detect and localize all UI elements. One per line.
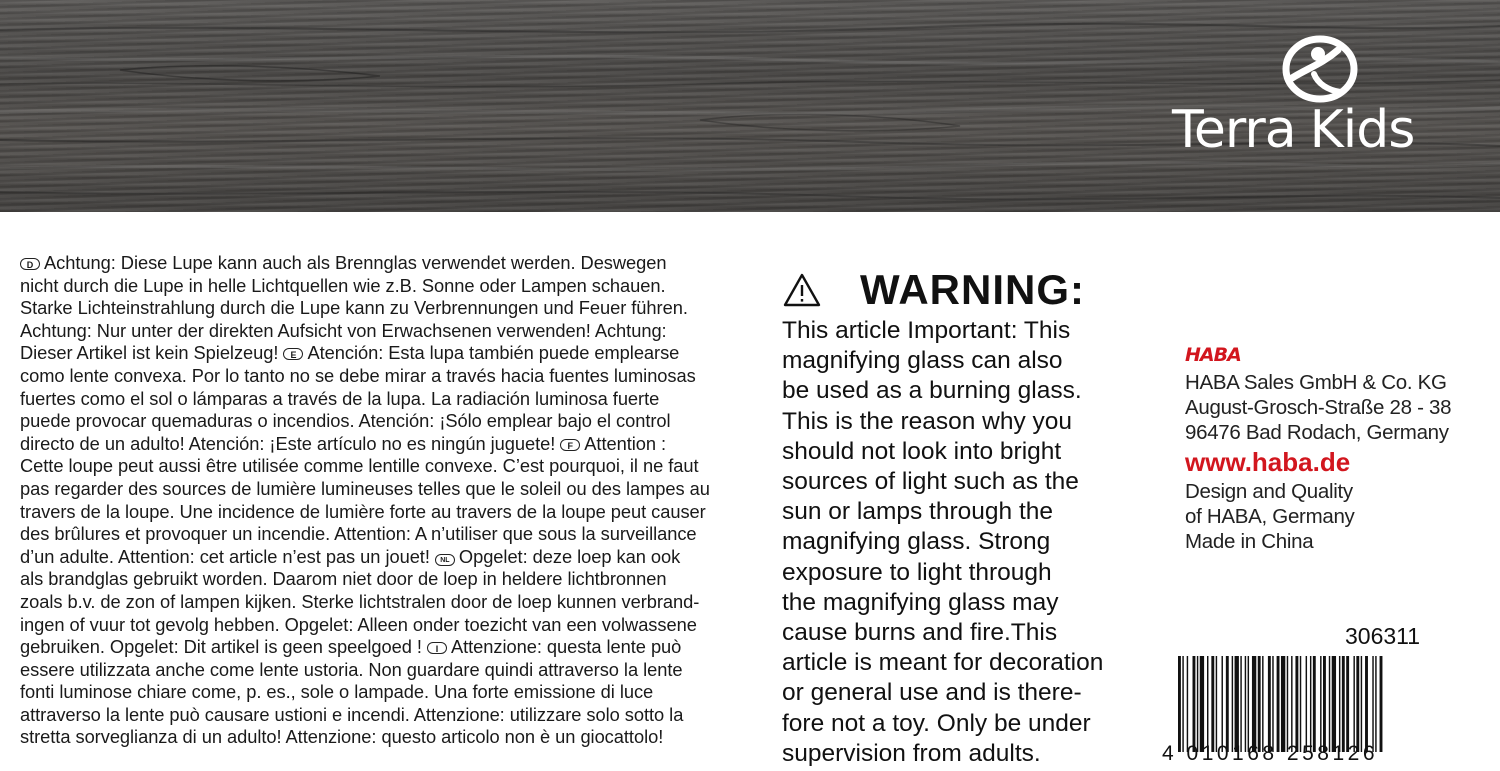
multilingual-line-text: des brûlures et provoquer un incendie. Attention: A n’utiliser que sous la surveillance (20, 523, 697, 545)
barcode-bar (1262, 656, 1263, 752)
multilingual-line (20, 523, 740, 546)
terra-kids-figure-icon (1278, 34, 1358, 104)
multilingual-line-text: travers de la loupe. Une incidence de lumière forte au travers de la loupe peut causer (20, 500, 706, 522)
brand-word-kids: Kids (1309, 100, 1415, 160)
multilingual-line-text: stretta sorveglianza di un adulto! Attenzione: questo articolo non è un giocattolo! (20, 726, 664, 748)
multilingual-line (20, 342, 740, 365)
language-flag-e: E (283, 348, 303, 360)
warning-line: the magnifying glass may (782, 588, 1059, 616)
multilingual-line (20, 546, 740, 569)
barcode-bar (1178, 656, 1181, 752)
barcode-bar (1287, 656, 1288, 752)
warning-line: exposure to light through (782, 558, 1052, 586)
barcode-bar (1207, 656, 1208, 752)
multilingual-line-text: Opgelet: deze loep kan ook (458, 545, 681, 567)
barcode-bar (1240, 656, 1241, 752)
warning-line: magnifying glass. Strong (782, 528, 1051, 556)
warning-line: cause burns and fire.This (782, 619, 1058, 647)
quality-line-1: Design and Quality (1185, 480, 1353, 503)
company-city: 96476 Bad Rodach, Germany (1185, 421, 1449, 444)
barcode-bar (1372, 656, 1373, 752)
warning-line: magnifying glass can also (782, 347, 1063, 375)
multilingual-line-text: como lente convexa. Por lo tanto no se debe mirar a través hacia fuentes luminosas (20, 364, 696, 386)
multilingual-line (20, 433, 740, 456)
multilingual-line-text: Dieser Artikel ist kein Spielzeug! (20, 342, 279, 364)
warning-line: be used as a burning glass. (782, 377, 1082, 405)
barcode-bar (1353, 656, 1354, 752)
company-street: August-Grosch-Straße 28 - 38 (1185, 396, 1452, 419)
multilingual-line-text: Achtung: Diese Lupe kann auch als Brennglas verwendet werden. Deswegen (44, 252, 667, 273)
warning-line: This article Important: This (782, 317, 1071, 344)
multilingual-line (20, 252, 740, 275)
barcode-bar (1365, 656, 1368, 752)
barcode-bar (1313, 656, 1316, 752)
multilingual-line (20, 297, 740, 320)
barcode-bar (1216, 656, 1217, 752)
language-flag-f: F (560, 439, 580, 451)
warning-heading (782, 264, 1152, 316)
barcode-bar (1375, 656, 1376, 752)
warning-title: WARNING: (860, 266, 1085, 313)
warning-triangle-icon (782, 272, 822, 308)
barcode (1176, 656, 1442, 752)
multilingual-line (20, 636, 740, 659)
warning-line: article is meant for decoration (782, 649, 1104, 677)
barcode-bar (1248, 656, 1249, 752)
multilingual-line (20, 410, 740, 433)
multilingual-warning-text (20, 252, 740, 749)
language-flag-d: D (20, 258, 40, 270)
warning-line: This is the reason why you (782, 407, 1073, 435)
barcode-bar (1361, 656, 1362, 752)
multilingual-line (20, 568, 740, 591)
warning-line: should not look into bright (782, 437, 1062, 465)
barcode-bar (1235, 656, 1239, 752)
multilingual-line-text: fonti luminose chiare come, p. es., sole o lampade. Una forte emissione di luce (20, 681, 654, 703)
multilingual-line (20, 614, 740, 637)
multilingual-line (20, 501, 740, 524)
brand-name (1172, 100, 1414, 160)
barcode-bar (1232, 656, 1233, 752)
language-flag-i: I (427, 642, 447, 654)
multilingual-line-text: ingen of vuur tot gevolg hebben. Opgelet: Alleen onder toezicht van een volwassene (20, 613, 697, 635)
barcode-bar (1226, 656, 1229, 752)
barcode-bar (1346, 656, 1349, 752)
barcode-digits: 4 010168 258126 (1162, 742, 1378, 765)
multilingual-line-text: fuertes como el sol o lámparas a través de la lupa. La radiación luminosa fuerte (20, 387, 660, 409)
multilingual-line-text: als brandglas gebruikt worden. Daarom niet door de loep in heldere lichtbronnen (20, 568, 667, 590)
barcode-bar (1222, 656, 1223, 752)
barcode-bar (1295, 656, 1298, 752)
barcode-bar (1356, 656, 1359, 752)
multilingual-line-text: puede provocar quemaduras o incendios. Atención: ¡Sólo emplear bajo el control (20, 410, 671, 432)
barcode-bar (1380, 656, 1383, 752)
barcode-bar (1252, 656, 1256, 752)
multilingual-line-text: d’un adulte. Attention: cet article n’est pas un jouet! (20, 545, 430, 567)
barcode-bar (1272, 656, 1273, 752)
warning-body (782, 316, 1152, 769)
barcode-bar (1182, 656, 1183, 752)
barcode-bar (1281, 656, 1285, 752)
article-number: 306311 (1345, 623, 1421, 649)
multilingual-line-text: pas regarder des sources de lumière lumineuses telles que le soleil ou des lampes au (20, 477, 710, 499)
multilingual-line-text: zoals b.v. de zon of lampen kijken. Sterke lichtstralen door de loep kunnen verbrand- (20, 590, 700, 612)
multilingual-line-text: gebruiken. Opgelet: Dit artikel is geen speelgoed ! (20, 636, 422, 658)
barcode-bar (1245, 656, 1246, 752)
multilingual-line-text: Achtung: Nur unter der direkten Aufsicht von Erwachsenen verwenden! Achtung: (20, 319, 667, 341)
multilingual-line-text: Cette loupe peut aussi être utilisée comme lentille convexe. C’est pourquoi, il ne faut (20, 455, 699, 477)
multilingual-line-text: Atención: Esta lupa también puede emplearse (307, 342, 680, 364)
multilingual-line (20, 455, 740, 478)
terra-kids-logo (1172, 30, 1472, 190)
barcode-bar (1258, 656, 1261, 752)
multilingual-line (20, 478, 740, 501)
multilingual-line-text: directo de un adulto! Atención: ¡Este artículo no es ningún juguete! (20, 432, 556, 454)
warning-line: fore not a toy. Only be under (782, 709, 1091, 737)
company-url[interactable]: www.haba.de (1185, 447, 1351, 477)
multilingual-line-text: Attenzione: questa lente può (450, 636, 682, 658)
multilingual-line (20, 591, 740, 614)
multilingual-line (20, 365, 740, 388)
barcode-bar (1323, 656, 1326, 752)
multilingual-line (20, 704, 740, 727)
multilingual-line (20, 681, 740, 704)
barcode-bar (1332, 656, 1336, 752)
multilingual-line-text: nicht durch die Lupe in helle Lichtquellen wie z.B. Sonne oder Lampen schauen. (20, 274, 666, 296)
company-info (1185, 344, 1485, 554)
barcode-bar (1268, 656, 1271, 752)
warning-line: supervision from adults. (782, 739, 1041, 767)
language-flag-nl: NL (435, 554, 455, 566)
barcode-bar (1342, 656, 1345, 752)
english-warning (782, 264, 1152, 769)
multilingual-line (20, 388, 740, 411)
barcode-bar (1310, 656, 1311, 752)
multilingual-line (20, 275, 740, 298)
warning-line: or general use and is there- (782, 679, 1082, 707)
barcode-bar (1300, 656, 1301, 752)
barcode-bar (1187, 656, 1188, 752)
warning-line: sun or lamps through the (782, 498, 1054, 526)
barcode-bar (1193, 656, 1196, 752)
quality-line-2: of HABA, Germany (1185, 505, 1355, 528)
multilingual-line-text: essere utilizzata anche come lente ustoria. Non guardare quindi attraverso la lente (20, 658, 683, 680)
multilingual-line-text: Starke Lichteinstrahlung durch die Lupe kann zu Verbrennungen und Feuer führen. (20, 297, 688, 319)
barcode-bar (1339, 656, 1340, 752)
barcode-bar (1306, 656, 1307, 752)
barcode-bar (1197, 656, 1198, 752)
barcode-bar (1200, 656, 1204, 752)
warning-line: sources of light such as the (782, 468, 1079, 496)
made-in: Made in China (1185, 530, 1314, 553)
multilingual-line-text: Attention : (584, 432, 667, 454)
haba-logo: HABA (1185, 344, 1241, 366)
multilingual-line (20, 659, 740, 682)
multilingual-line (20, 320, 740, 343)
multilingual-line-text: attraverso la lente può causare ustioni e incendi. Attenzione: utilizzare solo sotto la (20, 703, 684, 725)
brand-word-terra: Terra (1172, 100, 1296, 160)
barcode-bar (1291, 656, 1292, 752)
barcode-bar (1329, 656, 1330, 752)
company-name: HABA Sales GmbH & Co. KG (1185, 371, 1447, 394)
barcode-bar (1320, 656, 1321, 752)
barcode-bar (1211, 656, 1214, 752)
multilingual-line (20, 726, 740, 749)
wood-banner (0, 0, 1500, 212)
barcode-bar (1277, 656, 1280, 752)
